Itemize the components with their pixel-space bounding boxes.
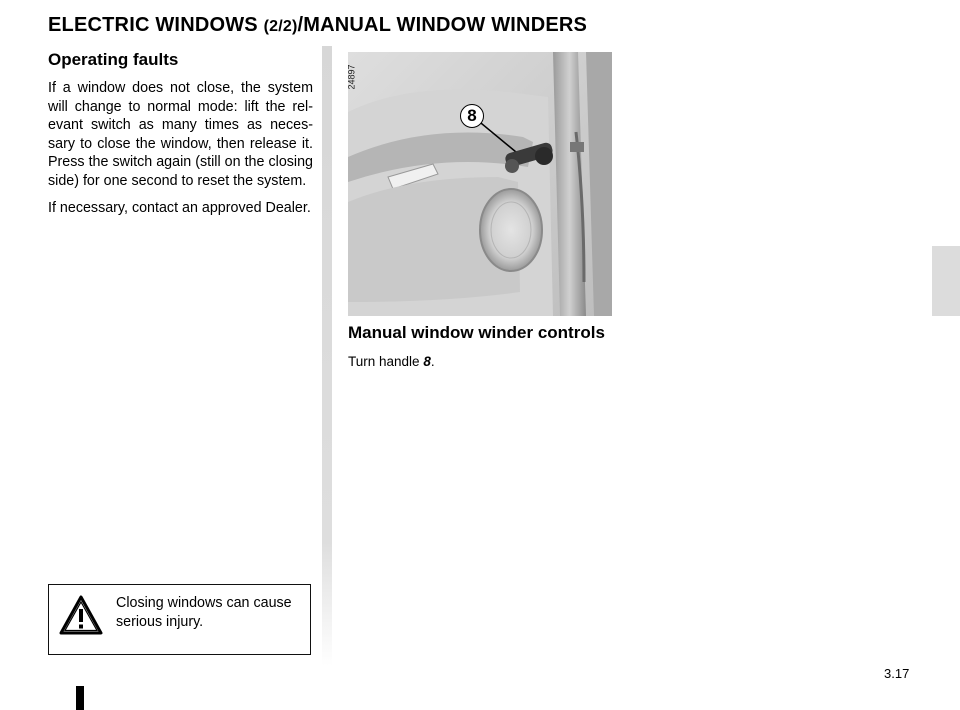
handle-ref: 8 [423,354,431,369]
page-number: 3.17 [884,666,910,681]
callout-marker: 8 [460,104,484,128]
title-main: ELECTRIC WINDOWS [48,14,264,36]
operating-faults-paragraph-1: If a window does not close, the system will change to normal mode: lift the rel-evant switch as many times as neces-sary to close the window, then release it. Press the switch again (still on the closing side) for one second to reset the system. [48,80,313,189]
manual-winder-heading: Manual window winder controls [348,323,605,342]
warning-text: Closing windows can cause serious injury. [116,595,292,630]
crop-mark [76,686,84,710]
door-illustration [348,52,612,316]
manual-winder-text: Turn handle 8. [348,354,435,369]
operating-faults-heading: Operating faults [48,50,179,69]
manual-winder-section [348,322,613,381]
title-rest: /MANUAL WINDOW WINDERS [297,14,588,36]
door-check [570,142,584,152]
page-title [48,14,587,37]
speaker-grille [480,189,542,271]
operating-faults-section [48,50,313,227]
section-thumb-tab [932,246,960,316]
warning-box [48,584,311,655]
warning-triangle-icon [59,595,103,635]
operating-faults-paragraph-2: If necessary, contact an approved Dealer. [48,200,311,216]
image-reference-number: 24897 [346,64,357,90]
title-part: (2/2) [263,18,298,35]
door-photo [348,52,612,316]
column-divider [322,46,332,666]
